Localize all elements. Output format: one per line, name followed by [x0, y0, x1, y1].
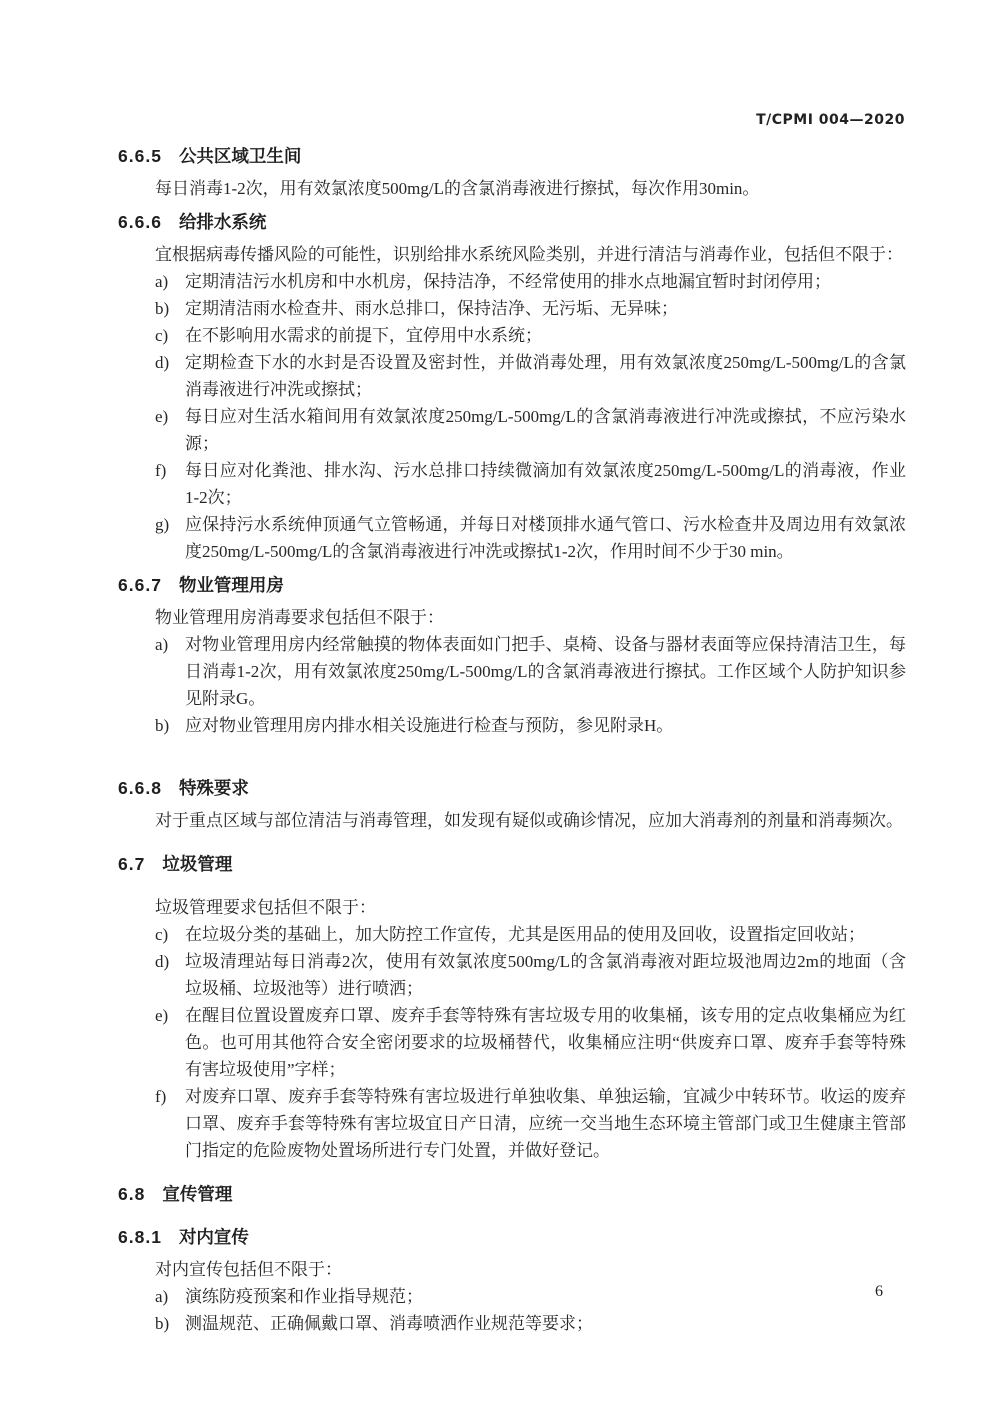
- section-heading-6-8: [118, 1181, 906, 1208]
- list-item-text: 每日应对化粪池、排水沟、污水总排口持续微滴加有效氯浓度250mg/L-500mg/L的消毒液，作业1-2次；: [185, 461, 906, 507]
- list-item-text: 每日应对生活水箱间用有效氯浓度250mg/L-500mg/L的含氯消毒液进行冲洗或擦拭，不应污染水源；: [185, 407, 906, 453]
- paragraph: 每日消毒1-2次，用有效氯浓度500mg/L的含氯消毒液进行擦拭，每次作用30min。: [155, 179, 760, 198]
- list-marker: a): [155, 272, 169, 291]
- list-item-a: [118, 631, 906, 712]
- list-item-d: [118, 948, 906, 1002]
- list-item-c: [118, 322, 906, 349]
- list-marker: c): [155, 326, 169, 345]
- heading-title: 物业管理用房: [178, 575, 284, 595]
- list-marker: d): [155, 353, 170, 372]
- list-marker: a): [155, 635, 169, 654]
- list-marker: b): [155, 1314, 170, 1333]
- heading-title: 给排水系统: [178, 212, 267, 232]
- heading-number: 6.6.8: [118, 778, 162, 798]
- list-item-text: 垃圾清理站每日消毒2次，使用有效氯浓度500mg/L的含氯消毒液对距垃圾池周边2m的地面（含垃圾桶、垃圾池等）进行喷洒；: [185, 952, 906, 998]
- document-content: [118, 136, 906, 1337]
- heading-number: 6.6.5: [118, 146, 162, 166]
- list-item-text: 对废弃口罩、废弃手套等特殊有害垃圾进行单独收集、单独运输，宜减少中转环节。收运的废弃口罩、废弃手套等特殊有害垃圾宜日产日清，应统一交当地生态环境主管部门或卫生健康主管部门指定的危险废物处置场所进行专门处置，并做好登记。: [185, 1087, 906, 1160]
- list-marker: e): [155, 407, 169, 426]
- list-item-text: 测温规范、正确佩戴口罩、消毒喷洒作业规范等要求；: [185, 1314, 593, 1333]
- running-header: [756, 112, 905, 128]
- list-item-a: [118, 268, 906, 295]
- section-heading-6-6-8: [118, 775, 906, 802]
- heading-number: 6.7: [118, 854, 146, 874]
- paragraph: 垃圾管理要求包括但不限于：: [155, 898, 376, 917]
- list-item-text: 定期清洁污水机房和中水机房，保持洁净，不经常使用的排水点地漏宜暂时封闭停用；: [185, 272, 831, 291]
- list-marker: d): [155, 952, 170, 971]
- section-heading-6-6-6: [118, 209, 906, 236]
- list-item-text: 定期清洁雨水检查井、雨水总排口，保持洁净、无污垢、无异味；: [185, 299, 678, 318]
- paragraph: 物业管理用房消毒要求包括但不限于：: [155, 608, 444, 627]
- heading-title: 公共区域卫生间: [178, 146, 302, 166]
- list-item-text: 演练防疫预案和作业指导规范；: [185, 1287, 423, 1306]
- paragraph: 对于重点区域与部位清洁与消毒管理，如发现有疑似或确诊情况，应加大消毒剂的剂量和消毒频次。: [155, 811, 903, 830]
- list-item-b: [118, 1310, 906, 1337]
- list-marker: g): [155, 515, 170, 534]
- list-item-text: 在醒目位置设置废弃口罩、废弃手套等特殊有害垃圾专用的收集桶，该专用的定点收集桶应为红色。也可用其他符合安全密闭要求的垃圾桶替代，收集桶应注明“供废弃口罩、废弃手套等特殊有害垃圾使用”字样；: [185, 1006, 906, 1079]
- list-item-b: [118, 712, 906, 739]
- list-marker: f): [155, 1087, 167, 1106]
- heading-number: 6.8.1: [118, 1227, 162, 1247]
- list-item-e: [118, 403, 906, 457]
- list-item-text: 定期检查下水的水封是否设置及密封性，并做消毒处理，用有效氯浓度250mg/L-500mg/L的含氯消毒液进行冲洗或擦拭；: [185, 353, 906, 399]
- page-number: 6: [875, 1283, 883, 1300]
- list-item-text: 应保持污水系统伸顶通气立管畅通，并每日对楼顶排水通气管口、污水检查井及周边用有效氯浓度250mg/L-500mg/L的含氯消毒液进行冲洗或擦拭1-2次，作用时间不少于30 min。: [185, 515, 906, 561]
- section-heading-6-7: [118, 851, 906, 878]
- section-heading-6-6-7: [118, 572, 906, 599]
- list-item-text: 对物业管理用房内经常触摸的物体表面如门把手、桌椅、设备与器材表面等应保持清洁卫生，每日消毒1-2次，用有效氯浓度250mg/L-500mg/L的含氯消毒液进行擦拭。工作区域个人防护知识参见附录G。: [185, 635, 906, 708]
- list-marker: a): [155, 1287, 169, 1306]
- list-item-text: 应对物业管理用房内排水相关设施进行检查与预防，参见附录H。: [185, 716, 674, 735]
- paragraph: 宜根据病毒传播风险的可能性，识别给排水系统风险类别，并进行清洁与消毒作业，包括但不限于：: [155, 245, 903, 264]
- heading-number: 6.6.6: [118, 212, 162, 232]
- list-marker: f): [155, 461, 167, 480]
- heading-title: 特殊要求: [178, 778, 249, 798]
- section-heading-6-8-1: [118, 1224, 906, 1251]
- list-item-g: [118, 511, 906, 565]
- paragraph: 对内宣传包括但不限于：: [155, 1260, 342, 1279]
- heading-title: 垃圾管理: [162, 854, 233, 874]
- heading-number: 6.8: [118, 1184, 146, 1204]
- list-item-text: 在不影响用水需求的前提下，宜停用中水系统；: [185, 326, 542, 345]
- section-heading-6-6-5: [118, 143, 906, 170]
- list-marker: b): [155, 716, 170, 735]
- list-item-text: 在垃圾分类的基础上，加大防控工作宣传，尤其是医用品的使用及回收，设置指定回收站；: [185, 925, 865, 944]
- list-item-d: [118, 349, 906, 403]
- list-item-c: [118, 921, 906, 948]
- heading-title: 对内宣传: [178, 1227, 249, 1247]
- list-item-e: [118, 1002, 906, 1083]
- list-marker: c): [155, 925, 169, 944]
- list-item-f: [118, 1083, 906, 1164]
- list-item-a: [118, 1283, 906, 1310]
- heading-title: 宣传管理: [162, 1184, 233, 1204]
- heading-number: 6.6.7: [118, 575, 162, 595]
- list-item-f: [118, 457, 906, 511]
- list-marker: e): [155, 1006, 169, 1025]
- list-marker: b): [155, 299, 170, 318]
- list-item-b: [118, 295, 906, 322]
- standard-number: T/CPMI 004—2020: [756, 112, 905, 128]
